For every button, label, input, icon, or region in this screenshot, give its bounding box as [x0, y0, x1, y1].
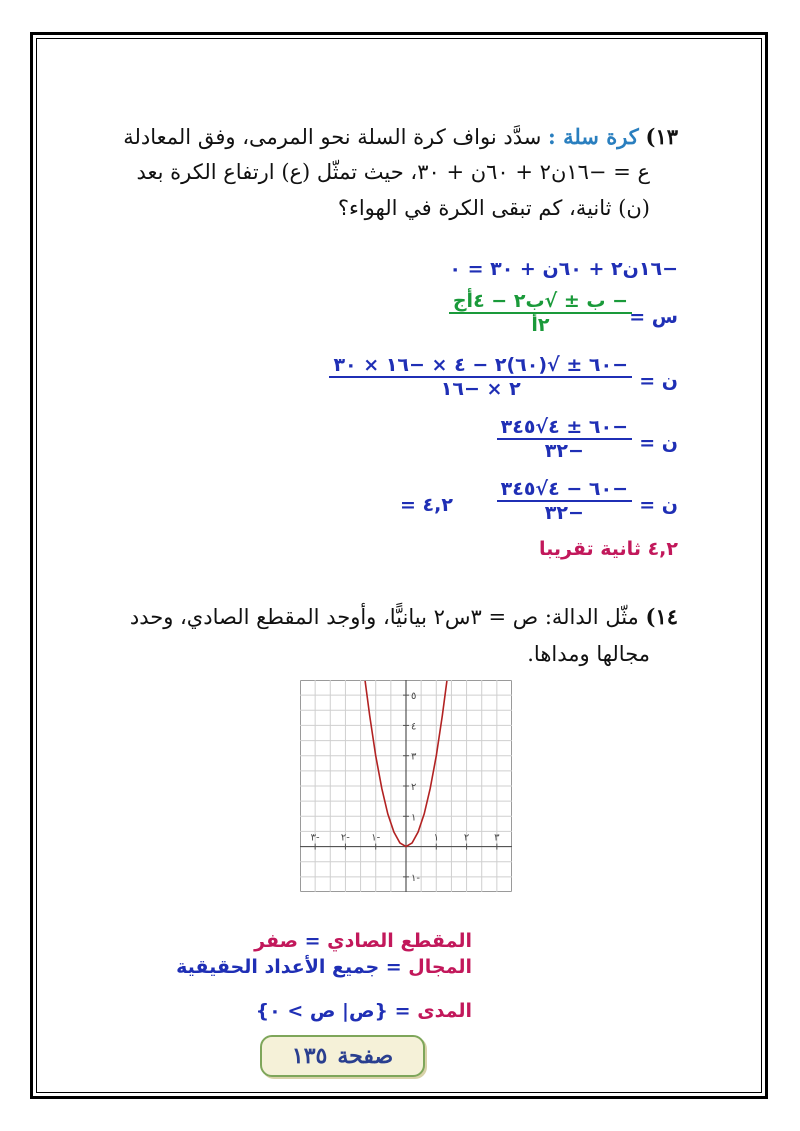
simplified-numerator: −٦٠ ± ٤√٣٤٥ — [500, 416, 628, 438]
substitution-numerator: −٦٠ ± √(٦٠)٢ − ٤ × −١٦ × ٣٠ — [333, 354, 628, 376]
domain-label: المجال — [408, 956, 472, 978]
simplified-denominator: −٣٢ — [497, 438, 632, 462]
final-value: = ٤,٢ — [400, 494, 453, 516]
page-number: ١٣٥ — [291, 1043, 328, 1069]
y-tick-label: ٤ — [411, 721, 417, 733]
formula-numerator: − ب ± √ب٢ − ٤أج — [452, 290, 628, 312]
formula-lhs: س = — [629, 306, 678, 328]
q14-text-1: مثّل الدالة: ص = ٣س٢ بيانيًّا، وأوجد المقطع الصادي، وحدد — [129, 605, 639, 629]
final-lhs: ن = — [639, 494, 678, 516]
substitution-lhs: ن = — [639, 370, 678, 392]
solution-equation: −١٦ن٢ + ٦٠ن + ٣٠ = ٠ — [449, 258, 678, 280]
q13-text-1: سدَّد نواف كرة السلة نحو المرمى، وفق المعادلة — [123, 125, 542, 149]
substitution-denominator: ٢ × −١٦ — [329, 376, 632, 400]
q14-number: ١٤) — [645, 604, 678, 629]
domain-result — [176, 956, 472, 978]
y-tick-label: ١- — [411, 872, 420, 884]
y-tick-label: ١ — [411, 812, 417, 824]
answer: ٤,٢ ثانية تقريبا — [539, 538, 678, 560]
final-fraction — [497, 478, 632, 524]
y-tick-label: ٢ — [411, 782, 417, 793]
q14-line2: مجالها ومداها. — [527, 642, 650, 666]
q14-line1 — [130, 604, 678, 629]
intercept-value: صفر — [254, 930, 298, 952]
formula-denominator: ٢أ — [449, 312, 632, 336]
simplified-fraction — [497, 416, 632, 462]
y-tick-label: ٥ — [411, 691, 417, 703]
final-denominator: −٣٢ — [497, 500, 632, 524]
x-tick-label: ٢ — [463, 832, 470, 844]
x-tick-label: ١- — [371, 832, 381, 844]
substitution-fraction — [329, 354, 632, 400]
q13-line2: ع = −١٦ن٢ + ٦٠ن + ٣٠، حيث تمثّل (ع) ارتفاع الكرة بعد — [136, 160, 650, 184]
page-number-badge — [260, 1035, 425, 1077]
intercept-equals: = — [298, 930, 328, 952]
page-label: صفحة — [337, 1043, 394, 1069]
q13-keyword: كرة سلة : — [548, 124, 639, 149]
intercept-result — [254, 930, 472, 952]
x-tick-label: ٢- — [340, 832, 350, 844]
domain-equals: = — [379, 956, 409, 978]
parabola-graph — [300, 680, 512, 892]
range-result — [256, 1000, 472, 1022]
quadratic-formula — [449, 290, 632, 336]
q13-line1 — [123, 124, 678, 149]
range-value: = {ص| ص > ٠} — [255, 1000, 418, 1022]
y-tick-label: ٣ — [411, 751, 417, 763]
x-tick-label: ١ — [433, 832, 439, 844]
x-tick-label: ٣ — [494, 832, 500, 844]
q13-line3: (ن) ثانية، كم تبقى الكرة في الهواء؟ — [337, 196, 650, 220]
q13-number: ١٣) — [645, 124, 678, 149]
x-tick-label: ٣- — [310, 832, 320, 844]
simplified-lhs: ن = — [639, 432, 678, 454]
final-numerator: −٦٠ − ٤√٣٤٥ — [500, 478, 628, 500]
domain-value: جميع الأعداد الحقيقية — [176, 956, 380, 978]
intercept-label: المقطع الصادي — [327, 930, 472, 952]
range-label: المدى — [417, 1000, 472, 1022]
